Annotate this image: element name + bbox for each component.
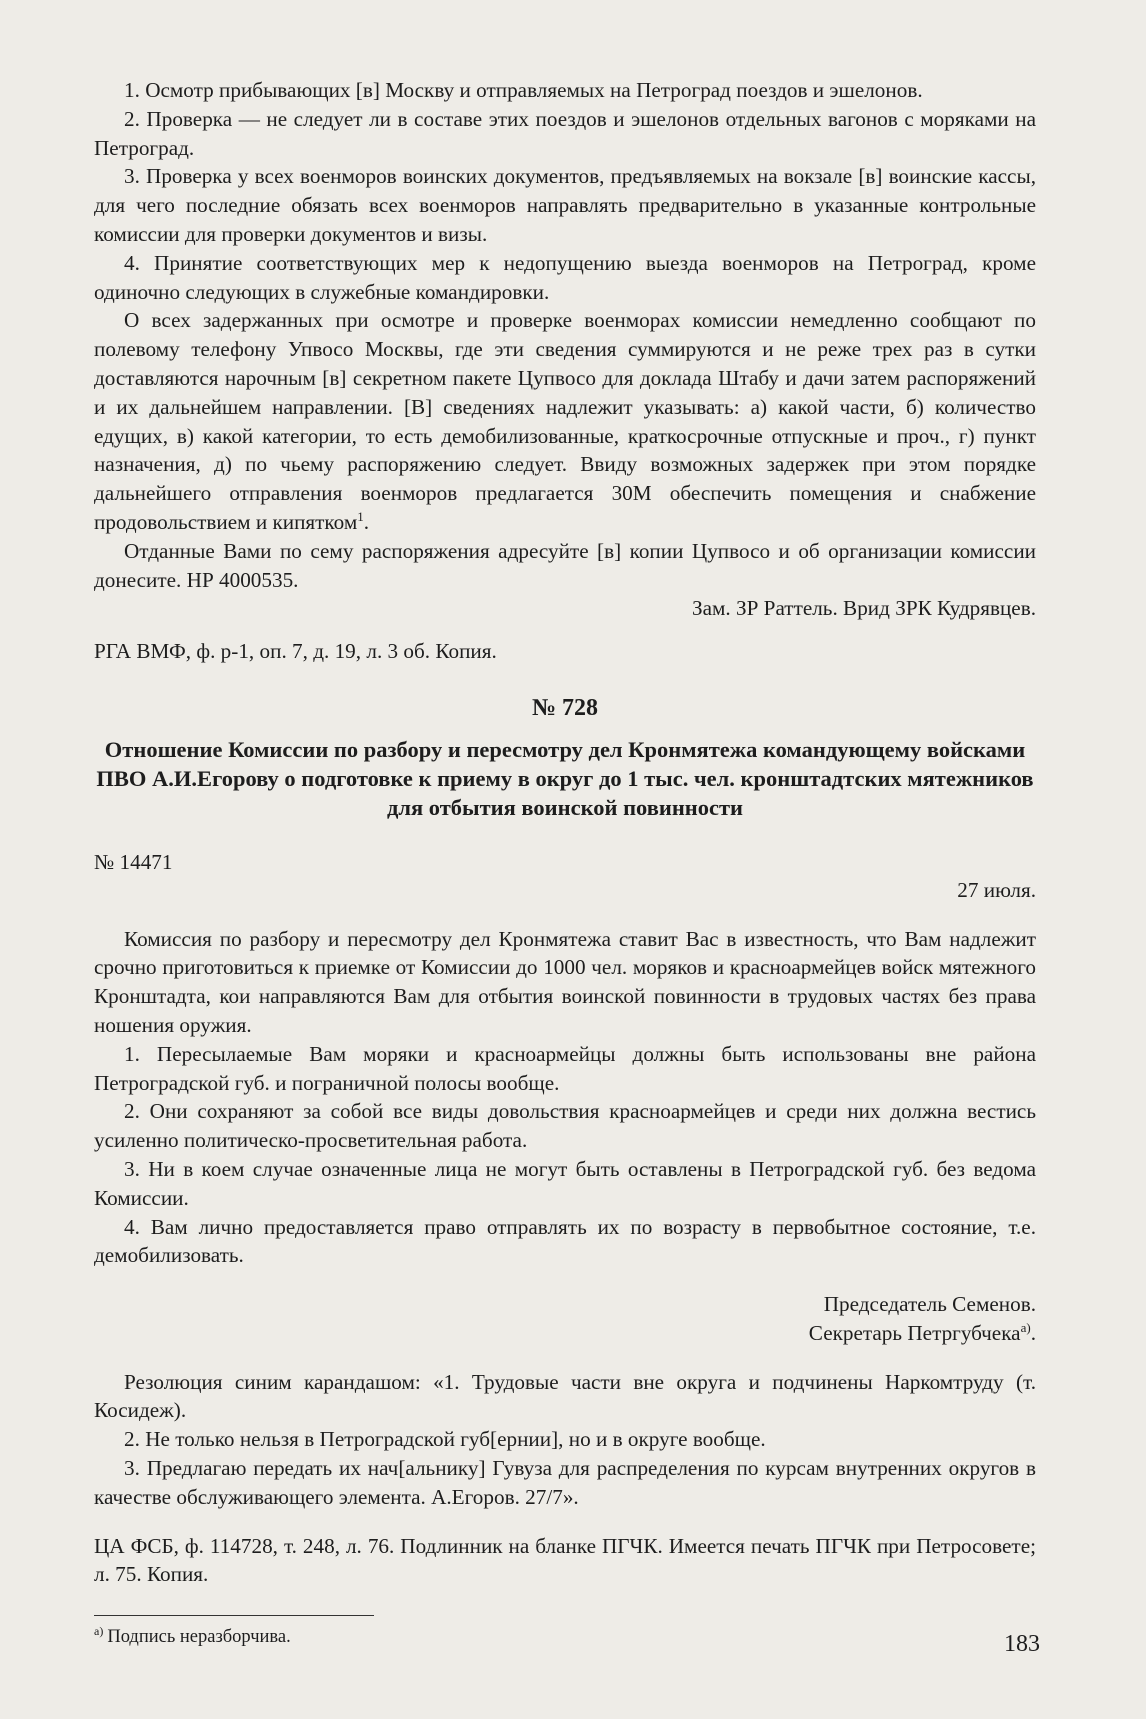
resolution-3: 3. Предлагаю передать их нач[альнику] Гувуза для распределения по курсам внутренних округов в качестве обслуживающего элемента. А.Егоров. 27/7».	[94, 1456, 1036, 1509]
document-item-2: 2. Они сохраняют за собой все виды довольствия красноармейцев и среди них должна вестись усиленно политическо-просветительная работа.	[94, 1099, 1036, 1153]
document-number: № 728	[531, 694, 599, 721]
document-728	[94, 694, 1036, 1589]
document-item-1: 1. Пересылаемые Вам моряки и красноармейцы должны быть использованы вне района Петроградской губ. и пограничной полосы вообще.	[94, 1041, 1036, 1095]
intro-item-4: 4. Принятие соответствующих мер к недопущению выезда военморов на Петроград, кроме одиночно следующих в служебные командировки.	[94, 250, 1036, 304]
intro-item-2: 2. Проверка — не следует ли в составе этих поездов и эшелонов отдельных вагонов с моряками на Петроград.	[94, 106, 1036, 160]
footnote-ref: 1	[357, 508, 364, 524]
document-item-4: 4. Вам лично предоставляется право отправлять их по возрасту в первобытное состояние, т.е. демобилизовать.	[94, 1214, 1036, 1268]
intro-paragraph: О всех задержанных при осмотре и проверке военморах комиссии немедленно сообщают по полевому телефону Упвосо Москвы, где эти сведения суммируются и не реже трех раз в сутки доставляются нарочным [в] секретном пакете Цупвосо для доклада Штабу и дачи затем распоряжений и их дальнейшем направлении. [В] сведениях надлежит указывать: а) какой части, б) количество едущих, в) какой категории, то есть демобилизованные, краткосрочные отпускные и проч., г) пункт назначения, д) по чьему распоряжению следует. Ввиду возможных задержек при этом порядке дальнейшего отправления военморов предлагается 30М обеспечить помещения и снабжение продовольствием и кипятком$^1$.	[94, 308, 1036, 534]
footnote	[94, 1624, 1036, 1650]
page-number: 183	[1004, 1631, 1040, 1658]
footnote-divider	[94, 1615, 374, 1616]
document-date: 27 июля.	[957, 877, 1036, 902]
document-item-3: 3. Ни в коем случае означенные лица не могут быть оставлены в Петроградской губ. без ведома Комиссии.	[94, 1156, 1036, 1210]
intro-paragraph-2: Отданные Вами по сему распоряжения адресуйте [в] копии Цупвосо и об организации комиссии донесите. НР 4000535.	[94, 538, 1036, 592]
document-meta	[94, 848, 1036, 905]
footnote-text: Подпись неразборчива.	[107, 1627, 291, 1648]
signature-secretary: Секретарь Петргубчека$^{а)}$.	[808, 1319, 1036, 1345]
intro-section	[94, 76, 1036, 666]
reference-number: № 14471	[94, 849, 173, 874]
document-title: Отношение Комиссии по разбору и пересмотру дел Кронмятежа командующему войсками ПВО А.И.Егорову о подготовке к приему в округ до 1 тыс. чел. кронштадтских мятежников для отбытия воинской повинности	[96, 736, 1034, 820]
footnote-mark: а)	[94, 1624, 104, 1639]
document-source: ЦА ФСБ, ф. 114728, т. 248, л. 76. Подлинник на бланке ПГЧК. Имеется печать ПГЧК при Петросовете; л. 75. Копия.	[94, 1533, 1036, 1587]
document-body: Комиссия по разбору и пересмотру дел Кронмятежа ставит Вас в известность, что Вам надлежит срочно приготовиться к приемке от Комиссии до 1000 чел. моряков и красноармейцев войск мятежного Кронштадта, кои направляются Вам для отбытия воинской повинности в трудовых частях без права ношения оружия.	[94, 926, 1036, 1037]
intro-item-1: 1. Осмотр прибывающих [в] Москву и отправляемых на Петроград поездов и эшелонов.	[124, 78, 923, 102]
footnote-ref: а)	[1020, 1319, 1031, 1335]
intro-item-3: 3. Проверка у всех военморов воинских документов, предъявляемых на вокзале [в] воинские кассы, для чего последние обязать всех военморов направлять предварительно в указанные контрольные комиссии для проверки документов и визы.	[94, 164, 1036, 246]
resolution-2: 2. Не только нельзя в Петроградской губ[ернии], но и в округе вообще.	[124, 1427, 766, 1452]
intro-signature: Зам. ЗР Раттель. Врид ЗРК Кудрявцев.	[691, 596, 1036, 621]
resolution-1: Резолюция синим карандашом: «1. Трудовые части вне округа и подчинены Наркомтруду (т. Косидеж).	[94, 1369, 1036, 1423]
intro-source: РГА ВМФ, ф. р-1, оп. 7, д. 19, л. 3 об. Копия.	[94, 639, 497, 664]
signature-chairman: Председатель Семенов.	[823, 1292, 1036, 1317]
